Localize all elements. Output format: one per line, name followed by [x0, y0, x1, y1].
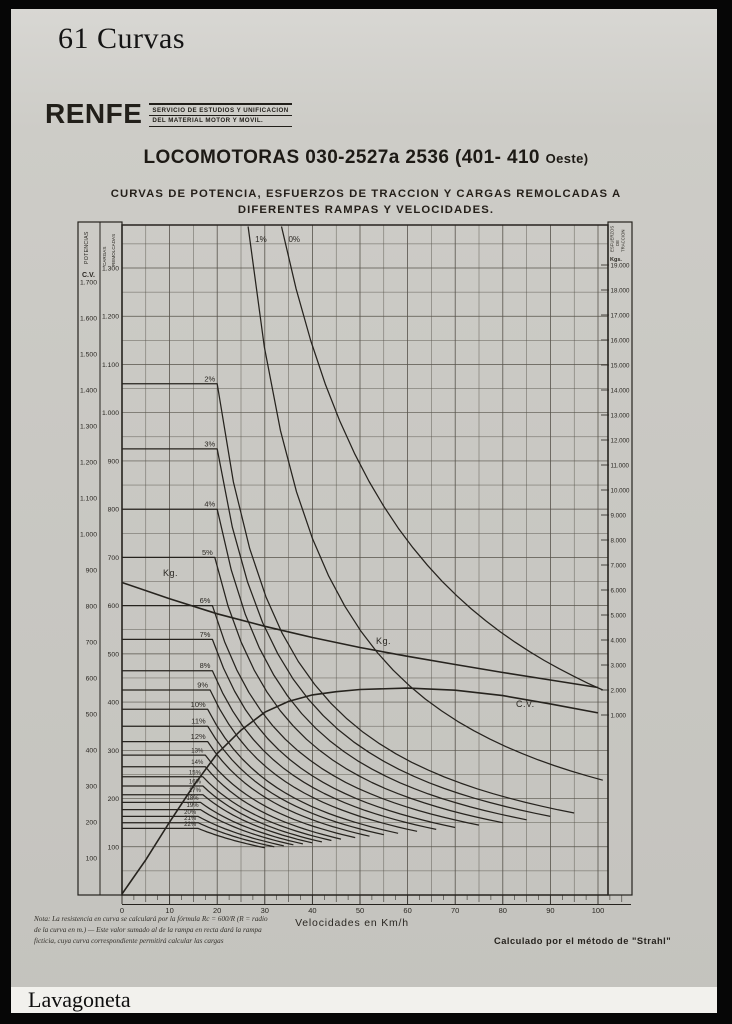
svg-text:5.000: 5.000	[610, 612, 626, 620]
svg-text:1.200: 1.200	[79, 459, 97, 467]
rampa-curves	[122, 227, 603, 848]
renfe-logo-text: RENFE	[45, 98, 143, 129]
rampa-label-22%: 22%	[184, 821, 197, 828]
svg-text:600: 600	[85, 675, 97, 683]
svg-text:500: 500	[107, 651, 119, 659]
svg-text:0: 0	[119, 906, 125, 915]
svg-text:300: 300	[107, 747, 119, 755]
svg-text:19.000: 19.000	[610, 262, 630, 270]
footnote-line1: Nota: La resistencia en curva se calculará por la fórmula Rc = 600/R (R = radio	[34, 915, 268, 923]
rampa-label-11%: 11%	[191, 716, 206, 726]
svg-text:7.000: 7.000	[610, 562, 626, 570]
svg-text:200: 200	[107, 796, 119, 804]
svg-text:400: 400	[85, 747, 97, 755]
rampa-label-3%: 3%	[204, 439, 216, 449]
svg-text:REMOLCADAS: REMOLCADAS	[111, 233, 116, 266]
rampa-label-2%: 2%	[204, 374, 216, 384]
svg-text:100: 100	[591, 906, 605, 915]
rampa-label-13%: 13%	[191, 748, 204, 755]
svg-text:40: 40	[308, 906, 317, 915]
svg-text:1.000: 1.000	[610, 712, 626, 720]
rampa-label-9%: 9%	[197, 680, 209, 690]
page-caption: 61 Curvas	[58, 22, 185, 55]
svg-text:1.000: 1.000	[101, 410, 119, 418]
rampa-label-5%: 5%	[201, 547, 213, 557]
credit-line: Calculado por el método de "Strahl"	[494, 936, 672, 946]
rampa-label-7%: 7%	[199, 629, 211, 639]
svg-text:900: 900	[85, 567, 97, 575]
svg-text:POTENCIAS: POTENCIAS	[84, 231, 90, 264]
svg-text:8.000: 8.000	[610, 537, 626, 545]
svg-text:800: 800	[107, 506, 119, 514]
rampa-curve-2%	[122, 384, 574, 813]
rampa-label-1%: 1%	[255, 235, 267, 244]
kg-label-left: Kg.	[163, 568, 179, 578]
svg-text:1.500: 1.500	[79, 351, 97, 359]
rampa-curve-20%	[122, 816, 284, 845]
axis-headers	[82, 226, 626, 279]
svg-text:1.200: 1.200	[101, 313, 119, 321]
svg-text:700: 700	[107, 554, 119, 562]
rampa-label-19%: 19%	[186, 803, 199, 810]
document-title-suffix: Oeste)	[545, 151, 589, 166]
svg-text:17.000: 17.000	[610, 312, 630, 320]
svg-text:18.000: 18.000	[610, 287, 630, 295]
svg-text:CARGAS: CARGAS	[102, 246, 107, 266]
svg-text:10.000: 10.000	[610, 487, 630, 495]
svg-text:700: 700	[85, 639, 97, 647]
svg-text:800: 800	[85, 603, 97, 611]
svg-text:14.000: 14.000	[610, 387, 630, 395]
document-subtitle-line1: CURVAS DE POTENCIA, ESFUERZOS DE TRACCION Y CARGAS REMOLCADAS A	[110, 188, 622, 200]
rampa-label-12%: 12%	[190, 732, 206, 742]
scale-columns	[78, 222, 632, 895]
svg-text:70: 70	[451, 906, 460, 915]
svg-text:4.000: 4.000	[610, 637, 626, 645]
rampa-label-14%: 14%	[191, 760, 204, 767]
rampa-label-0%: 0%	[288, 235, 301, 244]
rampa-label-4%: 4%	[204, 499, 216, 509]
svg-text:10: 10	[165, 906, 174, 915]
svg-text:TRACCION: TRACCION	[620, 229, 626, 252]
svg-text:1.000: 1.000	[79, 531, 97, 539]
svg-text:3.000: 3.000	[610, 662, 626, 670]
rampa-label-21%: 21%	[184, 816, 197, 823]
svg-text:600: 600	[107, 603, 119, 611]
axis-ticks	[80, 262, 630, 862]
cv-label: C.V.	[516, 699, 535, 709]
kg-label-mid: Kg.	[376, 636, 392, 646]
renfe-dept-line2: DEL MATERIAL MOTOR Y MOVIL.	[149, 116, 291, 127]
renfe-dept-line1: SERVICIO DE ESTUDIOS Y UNIFICACION	[149, 105, 291, 116]
svg-text:13.000: 13.000	[610, 412, 630, 420]
rampa-label-18%: 18%	[186, 795, 199, 802]
svg-text:16.000: 16.000	[610, 337, 630, 345]
svg-text:15.000: 15.000	[610, 362, 630, 370]
svg-text:60: 60	[403, 906, 412, 915]
watermark-strip	[11, 987, 717, 1013]
rampa-curve-0%	[282, 227, 603, 691]
rampa-curve-4%	[122, 509, 527, 823]
rampa-label-6%: 6%	[199, 596, 211, 606]
svg-text:DE: DE	[615, 240, 620, 246]
svg-text:30: 30	[260, 906, 269, 915]
document-subtitle-line2: DIFERENTES RAMPAS Y VELOCIDADES.	[237, 204, 495, 217]
svg-text:20: 20	[213, 906, 222, 915]
svg-text:1.600: 1.600	[79, 315, 97, 323]
svg-text:1.300: 1.300	[101, 265, 119, 273]
rampa-label-8%: 8%	[199, 661, 211, 671]
svg-text:6.000: 6.000	[610, 587, 626, 595]
svg-text:1.300: 1.300	[79, 423, 97, 431]
svg-text:400: 400	[107, 699, 119, 707]
svg-text:50: 50	[355, 906, 365, 915]
footnote-line3: ficticia, cuya curva correspondiente permitirá calcular las cargas	[34, 936, 224, 945]
svg-text:1.100: 1.100	[101, 361, 119, 369]
rampa-label-20%: 20%	[184, 809, 197, 816]
svg-text:Velocidades en Km/h: Velocidades en Km/h	[295, 917, 409, 929]
rampa-label-10%: 10%	[190, 699, 206, 709]
svg-text:100: 100	[107, 844, 119, 852]
rampa-label-16%: 16%	[188, 779, 201, 786]
footnote-line2: de la curva en m.) — Este valor sumado al de la rampa en recta dará la rampa	[34, 925, 262, 934]
svg-text:2.000: 2.000	[610, 687, 626, 695]
svg-text:9.000: 9.000	[610, 512, 626, 520]
document-title-main: LOCOMOTORAS 030-2527a 2536 (401- 410	[143, 147, 546, 168]
svg-text:200: 200	[85, 819, 97, 827]
svg-text:12.000: 12.000	[610, 437, 630, 445]
svg-text:90: 90	[546, 906, 555, 915]
svg-text:500: 500	[85, 711, 97, 719]
rampa-label-17%: 17%	[188, 788, 201, 795]
svg-text:100: 100	[85, 855, 97, 863]
svg-text:80: 80	[498, 906, 507, 915]
rampa-curve-6%	[122, 606, 479, 826]
svg-text:1.400: 1.400	[79, 387, 97, 395]
svg-text:900: 900	[107, 458, 119, 466]
rampa-label-15%: 15%	[188, 770, 201, 777]
svg-text:300: 300	[85, 783, 97, 791]
footnote	[34, 914, 344, 946]
svg-text:1.100: 1.100	[79, 495, 97, 503]
rampa-curve-21%	[122, 823, 274, 847]
svg-text:Kgs.: Kgs.	[610, 257, 622, 263]
svg-text:1.700: 1.700	[79, 279, 97, 287]
watermark-text: Lavagoneta	[28, 987, 131, 1012]
svg-text:C.V.: C.V.	[82, 272, 95, 279]
svg-text:11.000: 11.000	[610, 462, 629, 470]
svg-text:ESFUERZOS: ESFUERZOS	[609, 225, 615, 252]
